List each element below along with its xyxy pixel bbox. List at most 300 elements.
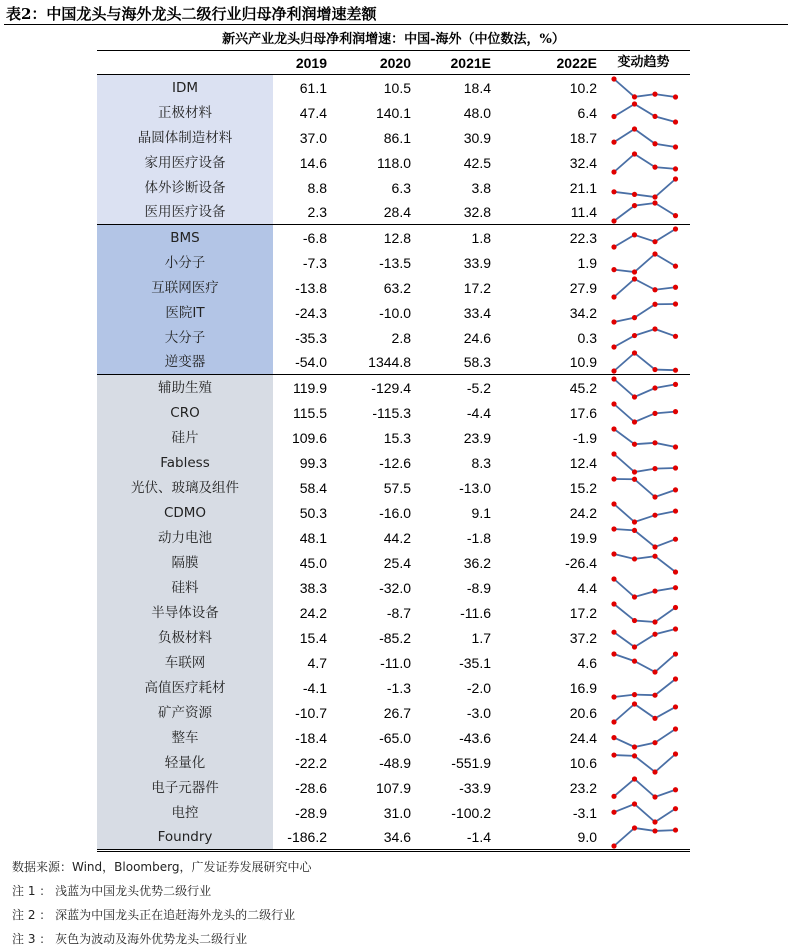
table-title: 表2：中国龙头与海外龙头二级行业归母净利润增速差额 — [6, 5, 377, 23]
sparkline-line — [614, 604, 676, 622]
row-label: BMS — [97, 225, 273, 250]
sparkline-point — [611, 793, 616, 798]
sparkline-point — [631, 315, 636, 320]
row-value: -2.0 — [466, 679, 491, 696]
sparkline-point — [652, 512, 657, 517]
sparkline-point — [672, 333, 677, 338]
trend-sparkline — [597, 500, 690, 525]
sparkline-point — [672, 726, 677, 731]
row-value: -1.4 — [466, 829, 491, 845]
row-value: 61.1 — [299, 79, 327, 96]
row-value: -32.0 — [379, 579, 411, 596]
sparkline-point — [611, 694, 616, 699]
row-value: 38.3 — [299, 579, 327, 596]
sparkline-line — [614, 754, 676, 772]
row-value: 23.9 — [463, 429, 491, 446]
trend-sparkline — [597, 550, 690, 575]
row-value: 10.6 — [569, 754, 597, 771]
sparkline-point — [652, 619, 657, 624]
sparkline-point — [652, 367, 657, 372]
row-value: -100.2 — [451, 804, 491, 821]
sparkline-line — [614, 554, 676, 572]
sparkline-line — [614, 179, 676, 197]
row-label: 互联网医疗 — [97, 275, 273, 300]
sparkline-point — [652, 141, 657, 146]
row-value: 10.5 — [383, 79, 411, 96]
sparkline-line — [614, 279, 676, 297]
row-label: 电控 — [97, 800, 273, 825]
table-row — [97, 725, 690, 750]
sparkline-point — [631, 441, 636, 446]
row-value: 118.0 — [377, 154, 411, 171]
row-value: -54.0 — [295, 354, 327, 370]
row-value: 48.0 — [463, 104, 491, 121]
sparkline-point — [611, 426, 616, 431]
row-value: -6.8 — [302, 229, 327, 246]
sparkline-point — [652, 113, 657, 118]
row-value: -115.3 — [372, 404, 411, 421]
row-value: 58.4 — [299, 479, 327, 496]
sparkline-point — [672, 704, 677, 709]
sparkline-point — [652, 410, 657, 415]
trend-sparkline — [597, 325, 690, 350]
row-value: 22.3 — [569, 229, 597, 246]
row-label: 电子元器件 — [97, 775, 273, 800]
trend-sparkline — [597, 675, 690, 700]
table-row — [97, 575, 690, 600]
row-value: -13.5 — [379, 254, 411, 271]
table-row — [97, 350, 690, 375]
row-value: 1.8 — [471, 229, 491, 246]
row-label: 负极材料 — [97, 625, 273, 650]
row-label: 光伏、玻璃及组件 — [97, 475, 273, 500]
sparkline-point — [631, 101, 636, 106]
row-value: 50.3 — [299, 504, 327, 521]
row-value: 24.4 — [569, 729, 597, 746]
table-row — [97, 300, 690, 325]
row-value: 11.4 — [570, 204, 597, 220]
sparkline-line — [614, 229, 676, 247]
sparkline-line — [614, 454, 676, 472]
title-divider — [4, 24, 788, 25]
row-label: 医用医疗设备 — [97, 200, 273, 224]
sparkline-point — [652, 588, 657, 593]
row-value: 24.6 — [463, 329, 491, 346]
row-value: 17.2 — [569, 604, 597, 621]
trend-sparkline — [597, 650, 690, 675]
row-value: -8.7 — [386, 604, 411, 621]
row-label: 正极材料 — [97, 100, 273, 125]
sparkline-point — [611, 76, 616, 81]
row-value: 23.2 — [569, 779, 597, 796]
sparkline-point — [611, 319, 616, 324]
sparkline-point — [652, 287, 657, 292]
sparkline-line — [614, 203, 676, 221]
sparkline-point — [652, 631, 657, 636]
trend-sparkline — [597, 450, 690, 475]
row-value: 20.6 — [569, 704, 597, 721]
row-label: 大分子 — [97, 325, 273, 350]
sparkline-point — [672, 487, 677, 492]
sparkline-point — [631, 692, 636, 697]
trend-sparkline — [597, 250, 690, 275]
row-label: 体外诊断设备 — [97, 175, 273, 200]
sparkline-point — [631, 232, 636, 237]
sparkline-point — [652, 301, 657, 306]
sparkline-point — [672, 226, 677, 231]
sparkline-point — [672, 381, 677, 386]
sparkline-line — [614, 654, 676, 672]
row-value: 28.4 — [383, 204, 411, 220]
notes — [0, 852, 788, 952]
row-value: -11.6 — [460, 604, 491, 621]
sparkline-point — [672, 166, 677, 171]
row-value: 10.2 — [569, 79, 597, 96]
sparkline-point — [611, 368, 616, 373]
row-value: -28.6 — [295, 779, 327, 796]
row-value: 25.4 — [383, 554, 411, 571]
trend-sparkline — [597, 225, 690, 250]
sparkline-point — [611, 376, 616, 381]
table-subtitle: 新兴产业龙头归母净利润增速：中国-海外（中位数法，%） — [97, 30, 690, 51]
sparkline-point — [672, 751, 677, 756]
sparkline-point — [611, 139, 616, 144]
table-row — [97, 775, 690, 800]
row-value: 119.9 — [293, 379, 327, 396]
sparkline-point — [631, 350, 636, 355]
sparkline-line — [614, 779, 676, 797]
trend-sparkline — [597, 300, 690, 325]
row-value: -8.9 — [466, 579, 491, 596]
sparkline-point — [672, 368, 677, 373]
row-value: 36.2 — [463, 554, 491, 571]
row-label: 辅助生殖 — [97, 375, 273, 400]
sparkline-point — [672, 806, 677, 811]
sparkline-line — [614, 104, 676, 122]
table-row — [97, 675, 690, 700]
row-value: -16.0 — [379, 504, 411, 521]
sparkline-line — [614, 353, 676, 371]
sparkline-point — [611, 752, 616, 757]
sparkline-line — [614, 79, 676, 97]
row-value: -3.1 — [572, 804, 597, 821]
sparkline-point — [672, 444, 677, 449]
row-value: -1.3 — [386, 679, 411, 696]
row-value: 12.8 — [383, 229, 411, 246]
table-row — [97, 200, 690, 225]
row-value: -85.2 — [379, 629, 411, 646]
trend-sparkline — [597, 425, 690, 450]
sparkline-point — [611, 476, 616, 481]
trend-sparkline — [597, 75, 690, 100]
row-value: 4.7 — [307, 654, 327, 671]
row-value: -4.4 — [466, 404, 491, 421]
row-value: -26.4 — [565, 554, 597, 571]
table-row — [97, 400, 690, 425]
sparkline-point — [672, 263, 677, 268]
sparkline-point — [652, 553, 657, 558]
sparkline-point — [672, 569, 677, 574]
table-row — [97, 475, 690, 500]
row-value: -13.8 — [295, 279, 327, 296]
sparkline-point — [652, 819, 657, 824]
row-value: -12.6 — [379, 454, 411, 471]
sparkline-point — [672, 213, 677, 218]
sparkline-point — [611, 113, 616, 118]
table-row — [97, 625, 690, 650]
row-value: 140.1 — [375, 104, 411, 121]
sparkline-point — [672, 676, 677, 681]
sparkline-point — [652, 385, 657, 390]
sparkline-point — [631, 419, 636, 424]
sparkline-line — [614, 529, 676, 547]
row-label: Fabless — [97, 450, 273, 475]
row-value: 15.2 — [569, 479, 597, 496]
sparkline-point — [611, 294, 616, 299]
header-2020: 2020 — [379, 54, 411, 71]
row-value: -1.8 — [466, 529, 491, 546]
row-value: 10.9 — [569, 354, 597, 370]
sparkline-point — [672, 508, 677, 513]
row-label: CDMO — [97, 500, 273, 525]
row-value: 24.2 — [299, 604, 327, 621]
row-value: 15.4 — [299, 629, 327, 646]
sparkline-point — [631, 94, 636, 99]
row-value: 107.9 — [375, 779, 411, 796]
row-value: -3.0 — [466, 704, 491, 721]
sparkline-point — [611, 651, 616, 656]
header-2019: 2019 — [295, 54, 327, 71]
row-value: 99.3 — [299, 454, 327, 471]
row-label: IDM — [97, 75, 273, 100]
trend-sparkline — [597, 275, 690, 300]
row-value: -33.9 — [459, 779, 491, 796]
sparkline-point — [672, 94, 677, 99]
trend-sparkline — [597, 625, 690, 650]
sparkline-point — [611, 189, 616, 194]
row-value: 47.4 — [299, 104, 327, 121]
trend-sparkline — [597, 400, 690, 425]
table-row — [97, 125, 690, 150]
sparkline-point — [631, 203, 636, 208]
row-value: 9.0 — [577, 829, 597, 845]
row-value: -18.4 — [295, 729, 327, 746]
row-value: 6.4 — [577, 104, 597, 121]
row-label: 硅片 — [97, 425, 273, 450]
row-label: 车联网 — [97, 650, 273, 675]
row-label: 晶圆体制造材料 — [97, 125, 273, 150]
row-value: 45.2 — [569, 379, 597, 396]
sparkline-point — [611, 344, 616, 349]
row-value: 86.1 — [383, 129, 411, 146]
sparkline-line — [614, 404, 676, 422]
sparkline-point — [652, 440, 657, 445]
sparkline-point — [631, 776, 636, 781]
row-value: 2.8 — [391, 329, 411, 346]
row-value: 2.3 — [307, 204, 327, 220]
sparkline-line — [614, 154, 676, 172]
table-row — [97, 425, 690, 450]
sparkline-point — [672, 409, 677, 414]
sparkline-point — [631, 617, 636, 622]
trend-sparkline — [597, 600, 690, 625]
sparkline-point — [611, 169, 616, 174]
row-value: -13.0 — [459, 479, 491, 496]
sparkline-point — [652, 769, 657, 774]
row-value: 14.6 — [299, 154, 327, 171]
sparkline-line — [614, 429, 676, 447]
row-value: 31.0 — [383, 804, 411, 821]
row-label: 硅料 — [97, 575, 273, 600]
note-line: 注 2 ： 深蓝为中国龙头正在追赶海外龙头的二级行业 — [12, 908, 296, 922]
sparkline-point — [611, 576, 616, 581]
row-value: 1.9 — [577, 254, 597, 271]
sparkline-point — [611, 451, 616, 456]
row-value: 33.4 — [463, 304, 491, 321]
sparkline-point — [611, 401, 616, 406]
sparkline-point — [631, 276, 636, 281]
row-label: 小分子 — [97, 250, 273, 275]
sparkline-point — [611, 843, 616, 848]
row-value: 42.5 — [463, 154, 491, 171]
sparkline-point — [611, 719, 616, 724]
table-row — [97, 800, 690, 825]
sparkline-line — [614, 579, 676, 597]
sparkline-line — [614, 304, 676, 322]
sparkline-point — [672, 144, 677, 149]
trend-sparkline — [597, 800, 690, 825]
trend-sparkline — [597, 750, 690, 775]
table-row — [97, 225, 690, 250]
note-line: 注 1 ： 浅蓝为中国龙头优势二级行业 — [12, 884, 212, 898]
sparkline-point — [652, 828, 657, 833]
row-value: -129.4 — [371, 379, 411, 396]
sparkline-line — [614, 479, 676, 497]
row-value: 58.3 — [463, 354, 491, 370]
row-value: -24.3 — [295, 304, 327, 321]
row-value: 63.2 — [383, 279, 411, 296]
row-label: 医院IT — [97, 300, 273, 325]
sparkline-point — [672, 651, 677, 656]
sparkline-point — [652, 466, 657, 471]
row-value: -1.9 — [572, 429, 597, 446]
row-value: 33.9 — [463, 254, 491, 271]
sparkline-point — [652, 239, 657, 244]
sparkline-point — [631, 519, 636, 524]
sparkline-point — [611, 501, 616, 506]
row-label: 半导体设备 — [97, 600, 273, 625]
table-row — [97, 500, 690, 525]
row-value: -7.3 — [302, 254, 327, 271]
trend-sparkline — [597, 175, 690, 200]
sparkline-line — [614, 129, 676, 147]
row-value: 0.3 — [577, 329, 597, 346]
row-value: 4.4 — [577, 579, 597, 596]
sparkline-line — [614, 828, 676, 846]
sparkline-point — [672, 301, 677, 306]
sparkline-point — [611, 267, 616, 272]
row-value: 6.3 — [391, 179, 411, 196]
sparkline-point — [611, 735, 616, 740]
row-value: 18.7 — [569, 129, 597, 146]
row-label: 轻量化 — [97, 750, 273, 775]
row-value: -48.9 — [379, 754, 411, 771]
sparkline-point — [611, 244, 616, 249]
trend-sparkline — [597, 700, 690, 725]
sparkline-line — [614, 329, 676, 347]
sparkline-line — [614, 704, 676, 722]
row-value: -35.1 — [459, 654, 491, 671]
row-value: 109.6 — [291, 429, 327, 446]
row-value: 8.3 — [471, 454, 491, 471]
row-value: -43.6 — [459, 729, 491, 746]
sparkline-point — [631, 801, 636, 806]
row-label: Foundry — [97, 825, 273, 849]
sparkline-point — [652, 326, 657, 331]
sparkline-point — [631, 151, 636, 156]
trend-sparkline — [597, 825, 690, 849]
sparkline-point — [672, 536, 677, 541]
row-value: -186.2 — [287, 829, 327, 845]
trend-sparkline — [597, 575, 690, 600]
trend-sparkline — [597, 375, 690, 400]
table-row — [97, 100, 690, 125]
table-row — [97, 525, 690, 550]
row-value: -28.9 — [295, 804, 327, 821]
row-value: 37.0 — [299, 129, 327, 146]
sparkline-point — [631, 126, 636, 131]
sparkline-point — [611, 218, 616, 223]
trend-sparkline — [597, 150, 690, 175]
table-row — [97, 650, 690, 675]
sparkline-point — [631, 744, 636, 749]
sparkline-point — [631, 701, 636, 706]
sparkline-point — [611, 526, 616, 531]
row-value: 21.1 — [569, 179, 597, 196]
note-line: 数据来源：Wind，Bloomberg，广发证券发展研究中心 — [12, 860, 312, 874]
row-value: 18.4 — [463, 79, 491, 96]
row-label: 高值医疗耗材 — [97, 675, 273, 700]
row-value: 30.9 — [463, 129, 491, 146]
table-row — [97, 750, 690, 775]
row-label: 矿产资源 — [97, 700, 273, 725]
sparkline-point — [631, 191, 636, 196]
row-value: 9.1 — [471, 504, 491, 521]
sparkline-point — [652, 669, 657, 674]
row-value: 1344.8 — [368, 354, 411, 370]
row-value: 16.9 — [569, 679, 597, 696]
header-2021e: 2021E — [450, 54, 491, 71]
row-value: 57.5 — [383, 479, 411, 496]
sparkline-point — [652, 692, 657, 697]
trend-sparkline — [597, 125, 690, 150]
sparkline-point — [652, 251, 657, 256]
sparkline-line — [614, 729, 676, 747]
sparkline-point — [611, 601, 616, 606]
sparkline-point — [631, 825, 636, 830]
table-row — [97, 75, 690, 100]
trend-sparkline — [597, 475, 690, 500]
row-label: 隔膜 — [97, 550, 273, 575]
sparkline-point — [672, 626, 677, 631]
sparkline-point — [652, 164, 657, 169]
row-value: 44.2 — [383, 529, 411, 546]
table-row — [97, 275, 690, 300]
table-row — [97, 150, 690, 175]
row-label: CRO — [97, 400, 273, 425]
sparkline-point — [631, 394, 636, 399]
sparkline-point — [672, 465, 677, 470]
